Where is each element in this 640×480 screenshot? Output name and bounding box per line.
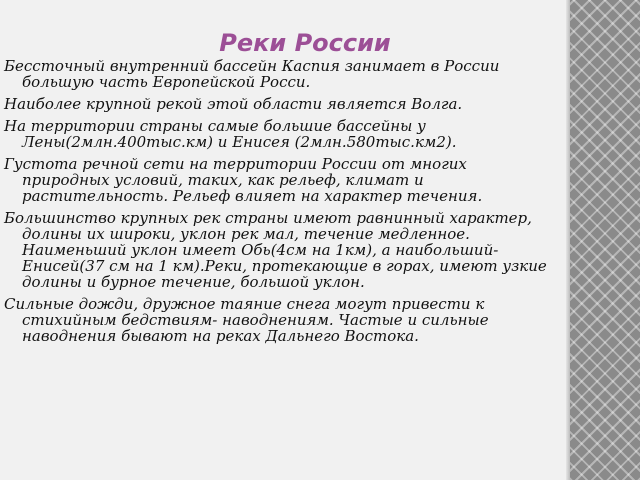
slide-title: Реки России: [219, 29, 391, 57]
paragraph-floods: Сильные дожди, дружное таяние снега могут привести к стихийным бедствиям- наводнениям. Частые и сильные наводнения бывают на реках Дальнего Востока.: [4, 295, 489, 345]
paragraph-density: Густота речной сети на территории России от многих природных условий, таких, как рельеф, климат и растительность. Рельеф влияет на характер течения.: [4, 155, 483, 205]
decorative-side-pattern: [570, 0, 640, 480]
paragraph-caspian: Бессточный внутренний бассейн Каспия занимает в России большую часть Европейской Росси.: [4, 57, 500, 91]
paragraph-flat-rivers: Большинство крупных рек страны имеют равнинный характер, долины их широки, уклон рек мал, течение медленное. Наименьший уклон имеет Обь(4см на 1км), а наибольший- Енисей(37 см на 1 км).Реки, протекающие в горах, имеют узкие долины и бурное течение, большой уклон.: [4, 209, 547, 291]
slide-body: [4, 58, 552, 350]
paragraph-basins: На территории страны самые большие бассейны у Лены(2млн.400тыс.км) и Енисея (2млн.580тыс.км2).: [4, 117, 457, 151]
paragraph-volga: Наиболее крупной рекой этой области является Волга.: [4, 95, 463, 113]
